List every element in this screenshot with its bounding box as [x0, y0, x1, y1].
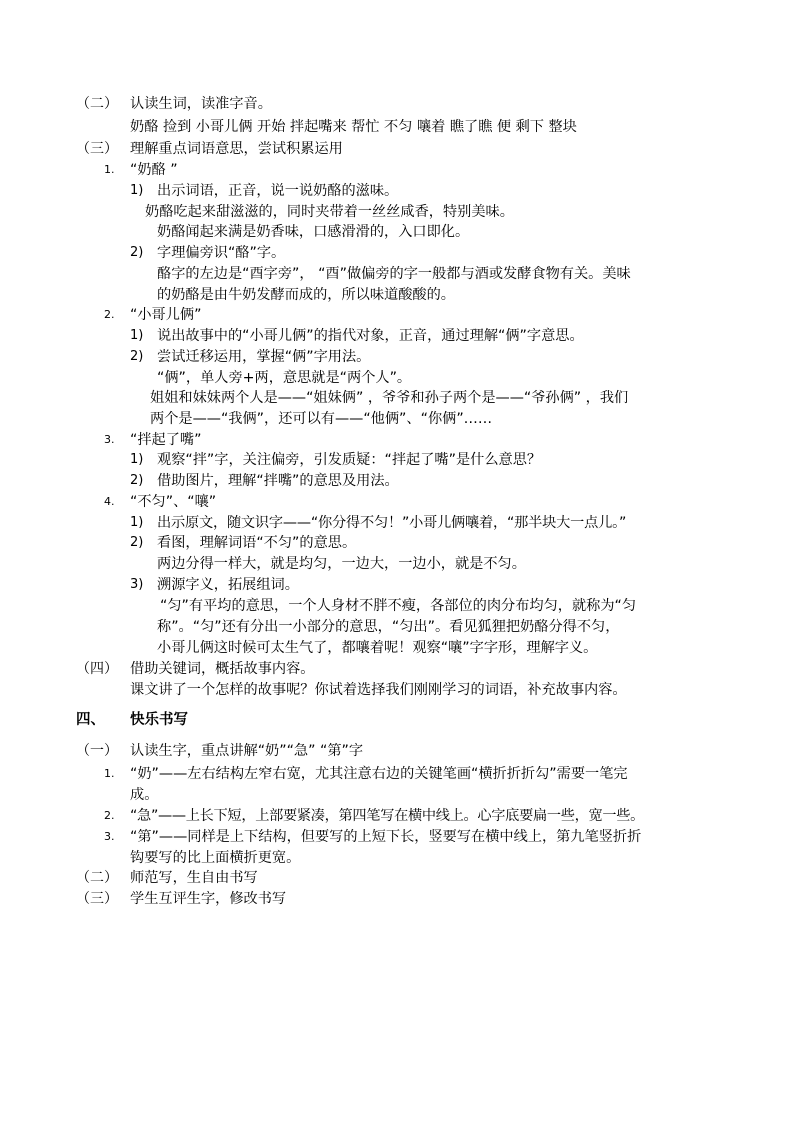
body-line: “俩”，单人旁+两，意思就是“两个人”。 — [157, 370, 412, 386]
section-marker: （一） — [76, 743, 118, 759]
sub-text: 借助图片，理解“拌嘴”的意思及用法。 — [157, 473, 399, 489]
section-marker: （三） — [76, 141, 118, 157]
body-line: 小哥儿俩这时候可太生气了，都嚷着呢！观察“嚷”字字形，理解字义。 — [157, 640, 598, 656]
sub-number: 2) — [130, 535, 144, 550]
sub-number: 2) — [130, 349, 144, 364]
body-line: 钩要写的比上面横折更宽。 — [130, 850, 301, 866]
sub-text: 溯源字义，拓展组词。 — [157, 577, 299, 593]
sub-text: 出示原文，随文识字——“你分得不匀！”小哥儿俩嚷着，“那半块大一点儿。” — [157, 515, 627, 531]
body-line: 姐姐和妹妹两个人是——“姐妹俩” ，爷爷和孙子两个是——“爷孙俩” ，我们 — [150, 390, 629, 406]
sub-number: 2) — [130, 245, 144, 260]
item-title: “奶酪 ” — [130, 162, 178, 178]
sub-text: 出示词语，正音，说一说奶酪的滋味。 — [157, 183, 399, 199]
item-title: “拌起了嘴” — [130, 432, 202, 448]
item-number: 2. — [104, 809, 115, 822]
body-line: “匀”有平均的意思，一个人身材不胖不瘦，各部位的肉分布均匀，就称为“匀 — [160, 598, 637, 614]
body-line: 两边分得一样大，就是均匀，一边大，一边小，就是不匀。 — [157, 556, 526, 572]
body-line: 课文讲了一个怎样的故事呢？你试着选择我们刚刚学习的词语，补充故事内容。 — [130, 682, 627, 698]
item-number: 3. — [104, 433, 115, 446]
sub-number: 1) — [130, 515, 144, 530]
sub-text: 观察“拌”字，关注偏旁，引发质疑：“拌起了嘴”是什么意思？ — [157, 452, 542, 468]
section-title: 学生互评生字，修改书写 — [130, 891, 287, 907]
body-line: 两个是——“我俩”，还可以有——“他俩”、“你俩”…… — [150, 411, 493, 427]
item-number: 1. — [104, 163, 115, 176]
part-title: 快乐书写 — [130, 712, 188, 728]
section-title: 认读生字，重点讲解“奶”“急” “第”字 — [130, 743, 364, 759]
body-line: 酪字的左边是“酉字旁”， “酉”做偏旁的字一般都与酒或发酵食物有关。美味 — [157, 266, 631, 282]
item-title: “小哥儿俩” — [130, 307, 202, 323]
body-line: 成。 — [130, 787, 159, 803]
sub-number: 1) — [130, 452, 144, 467]
body-line: “奶”——左右结构左窄右宽，尤其注意右边的关键笔画“横折折折勾”需要一笔完 — [130, 766, 628, 782]
section-marker: （三） — [76, 891, 118, 907]
item-number: 2. — [104, 308, 115, 321]
sub-text: 看图，理解词语“不匀”的意思。 — [157, 535, 357, 551]
body-line: 奶酪吃起来甜滋滋的，同时夹带着一丝丝咸香，特别美味。 — [145, 204, 514, 220]
section-title: 师范写，生自由书写 — [130, 870, 258, 886]
sub-text: 字理偏旁识“酪”字。 — [157, 245, 286, 261]
sub-number: 1) — [130, 183, 144, 198]
item-number: 3. — [104, 830, 115, 843]
body-line: 奶酪闻起来满是奶香味，口感滑滑的，入口即化。 — [157, 224, 470, 240]
sub-number: 2) — [130, 473, 144, 488]
vocabulary-line: 奶酪 捡到 小哥儿俩 开始 拌起嘴来 帮忙 不匀 嚷着 瞧了瞧 便 剩下 整块 — [130, 119, 577, 135]
sub-text: 说出故事中的“小哥儿俩”的指代对象，正音，通过理解“俩”字意思。 — [157, 328, 584, 344]
section-marker: （二） — [76, 96, 118, 112]
item-number: 1. — [104, 767, 115, 780]
sub-number: 3) — [130, 577, 144, 592]
section-title: 理解重点词语意思，尝试积累运用 — [130, 141, 343, 157]
body-line: “急”——上长下短，上部要紧凑，第四笔写在横中线上。心字底要扁一些，宽一些。 — [130, 808, 645, 824]
section-marker: （二） — [76, 870, 118, 886]
body-line: “第”——同样是上下结构，但要写的上短下长，竖要写在横中线上，第九笔竖折折 — [130, 829, 642, 845]
sub-text: 尝试迁移运用，掌握“俩”字用法。 — [157, 349, 371, 365]
body-line: 称”。“匀”还有分出一小部分的意思，“匀出”。看见狐狸把奶酪分得不匀， — [157, 619, 620, 635]
part-marker: 四、 — [76, 712, 105, 728]
section-marker: （四） — [76, 661, 118, 677]
item-number: 4. — [104, 495, 115, 508]
body-line: 的奶酪是由牛奶发酵而成的，所以味道酸酸的。 — [157, 287, 455, 303]
sub-number: 1) — [130, 328, 144, 343]
item-title: “不匀”、“嚷” — [130, 494, 217, 510]
section-title: 借助关键词，概括故事内容。 — [130, 661, 315, 677]
section-title: 认读生词，读准字音。 — [130, 96, 272, 112]
